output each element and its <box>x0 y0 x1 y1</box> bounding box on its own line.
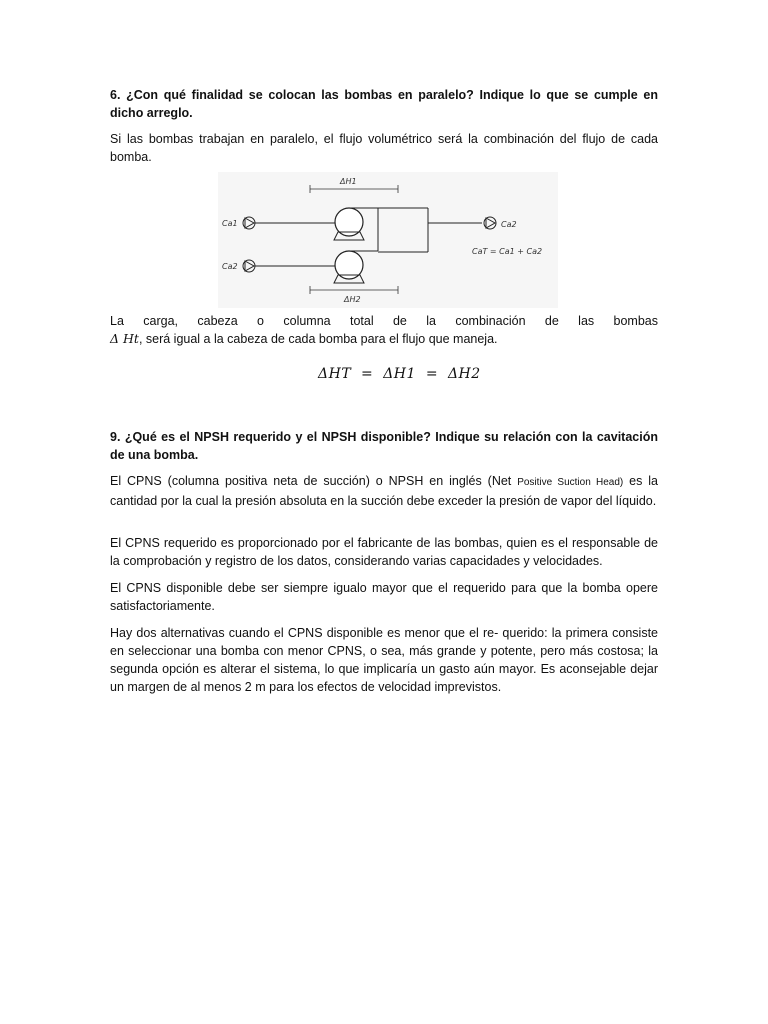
delta-ht-symbol: Δ Ht <box>110 331 139 346</box>
carga-line-1: La carga, cabeza o columna total de la combinación de las bombas <box>110 314 658 328</box>
ca2-in-label: Ca2 <box>222 262 238 271</box>
diagram-svg <box>218 172 558 308</box>
carga-line-2-text: , será igual a la cabeza de cada bomba para el flujo que maneja. <box>138 332 498 346</box>
question-9: 9. ¿Qué es el NPSH requerido y el NPSH disponible? Indique su relación con la cavitación de una bomba. <box>110 430 658 462</box>
ca1-label: Ca1 <box>222 219 238 228</box>
npsh-alternatives: Hay dos alternativas cuando el CPNS disponible es menor que el re- querido: la primera consiste en seleccionar una bomba con menor CPNS, o sea, más grande y potente, pero más costosa; la segunda opción es alterar el sistema, lo que implicaría un gasto aún mayor. Es aconsejable dejar un margen de al menos 2 m para los efectos de velocidad imprevistos. <box>110 626 658 694</box>
question-6: 6. ¿Con qué finalidad se colocan las bombas en paralelo? Indique lo que se cumple en dicho arreglo. <box>110 88 658 120</box>
npsh-available: El CPNS disponible debe ser siempre igualo mayor que el requerido para que la bomba opere satisfactoriamente. <box>110 581 658 613</box>
npsh-def-small: Positive Suction Head) <box>517 477 624 488</box>
npsh-definition <box>110 472 658 510</box>
parallel-pumps-diagram <box>218 172 558 308</box>
dh1-label: ΔH1 <box>340 177 357 186</box>
npsh-def-part-a: El CPNS (columna positiva neta de succión) o NPSH en inglés (Net <box>110 474 518 488</box>
ca2-out-label: Ca2 <box>501 220 517 229</box>
npsh-def-part-b: es la cantidad por la cual la presión absoluta en la succión debe exceder la presión de vapor del líquido. <box>110 474 658 508</box>
carga-line-2 <box>110 330 658 348</box>
dh2-label: ΔH2 <box>344 295 361 304</box>
answer-6: Si las bombas trabajan en paralelo, el flujo volumétrico será la combinación del flujo de cada bomba. <box>110 132 658 164</box>
sum-label: CaT = Ca1 + Ca2 <box>472 247 543 256</box>
head-equation: ΔHT = ΔH1 = ΔH2 <box>318 366 481 382</box>
npsh-required: El CPNS requerido es proporcionado por el fabricante de las bombas, quien es el responsable de la comprobación y registro de los datos, considerando varias capacidades y velocidades. <box>110 536 658 568</box>
